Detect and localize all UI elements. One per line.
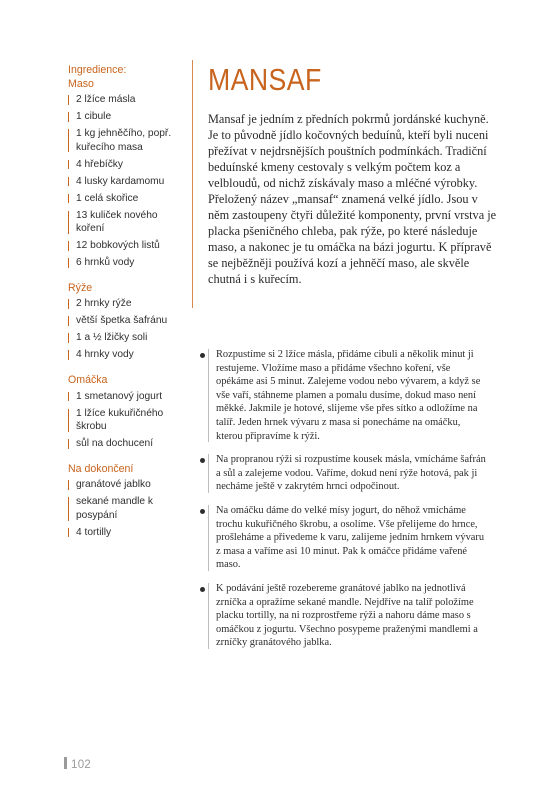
recipe-step bbox=[198, 504, 488, 572]
ingredient-group-omacka bbox=[68, 374, 188, 451]
page-footer bbox=[64, 757, 91, 771]
ingredient-item: 4 hrnky vody bbox=[68, 348, 188, 362]
page-number: 102 bbox=[71, 759, 92, 771]
recipe-intro: Mansaf je jedním z předních pokrmů jordánské kuchyně. Je to původně jídlo kočovných beduínů, kteří byli nuceni přežívat v nejdrsnějších pouštních podmínkách. Tradiční beduínské kmeny cestovaly s velkým počtem koz a velbloudů, od nichž získávaly maso a mléčné výrobky. Přeložený název „mansaf“ znamená velké jídlo. Jsou v něm zastoupeny čtyři důležité komponenty, první vrstva je placka pšeničného chleba, pak rýže, po které následuje maso, a nakonec je tu omáčka na bázi jogurtu. K přípravě se nejběžněji používá kozí a jehněčí maso, ale skvěle chutná i s kuřecím. bbox=[208, 112, 497, 286]
page-marker bbox=[64, 757, 67, 769]
ingredient-group-na-dokonceni bbox=[68, 463, 188, 540]
ingredient-item: granátové jablko bbox=[68, 478, 188, 492]
ingredient-list bbox=[68, 93, 188, 270]
ingredient-item: sekané mandle k posypání bbox=[68, 495, 188, 522]
ingredient-item: 12 bobkových listů bbox=[68, 239, 188, 253]
column-divider bbox=[192, 60, 193, 308]
step-rule bbox=[208, 349, 209, 442]
ingredient-item: 4 hřebíčky bbox=[68, 158, 188, 172]
ingredient-item: 1 lžíce kukuřičného škrobu bbox=[68, 407, 188, 434]
bullet-icon bbox=[200, 458, 205, 463]
step-text: Na omáčku dáme do velké mísy jogurt, do něhož vmícháme trochu kukuřičného škrobu, a osolíme. Vše přelijeme do hrnce, prošleháme a přivedeme k varu, zalijeme jedním hrnkem vývaru z masa a vaříme asi 10 minut. Pak k omáčce přidáme vařené maso. bbox=[216, 504, 485, 571]
ingredient-item: sůl na dochucení bbox=[68, 437, 188, 451]
recipe-step bbox=[198, 453, 488, 494]
group-title: Rýže bbox=[68, 281, 93, 294]
group-title: Na dokončení bbox=[68, 462, 134, 475]
ingredient-item: 2 hrnky rýže bbox=[68, 297, 188, 311]
ingredients-heading: Ingredience: bbox=[68, 64, 127, 76]
ingredient-item: 6 hrnků vody bbox=[68, 256, 188, 270]
ingredient-item: 1 kg jehněčího, popř. kuřecího masa bbox=[68, 127, 188, 154]
ingredient-list bbox=[68, 478, 188, 539]
step-rule bbox=[208, 505, 209, 571]
ingredient-item: 4 lusky kardamomu bbox=[68, 175, 188, 189]
ingredient-item: 1 celá skořice bbox=[68, 192, 188, 206]
bullet-icon bbox=[200, 509, 205, 514]
bullet-icon bbox=[200, 353, 205, 358]
group-title: Maso bbox=[68, 77, 94, 90]
step-text: Na propranou rýži si rozpustíme kousek másla, vmícháme šafrán a sůl a zalejeme vodou. Vaříme, dokud není rýže hotová, pak ji necháme ještě v zakrytém hrnci odpočinout. bbox=[216, 454, 486, 493]
recipe-step bbox=[198, 348, 488, 443]
ingredient-item: 4 tortilly bbox=[68, 526, 188, 540]
bullet-icon bbox=[200, 587, 205, 592]
recipe-step bbox=[198, 582, 488, 650]
ingredient-item: 1 a ½ lžičky soli bbox=[68, 331, 188, 345]
ingredient-item: 1 smetanový jogurt bbox=[68, 390, 188, 404]
ingredients-sidebar bbox=[68, 64, 188, 551]
ingredient-group-maso bbox=[68, 64, 188, 270]
ingredient-item: 1 cibule bbox=[68, 110, 188, 124]
step-text: Rozpustíme si 2 lžíce másla, přidáme cibuli a několik minut ji restujeme. Vložíme maso a přidáme všechno koření, vše opékáme asi 5 minut. Zalejeme vodou nebo vývarem, a když se vše vaří, stáhneme plamen a pomalu dusíme, dokud maso není měkké. Jakmile je hotové, slijeme vše přes sítko a odložíme na talíř. Jeden hrnek vývaru z masa si ponecháme na omáčku, kterou připravíme k rýži. bbox=[216, 349, 481, 442]
recipe-title: MANSAF bbox=[208, 62, 322, 97]
ingredient-list bbox=[68, 297, 188, 362]
step-text: K podávání ještě rozebereme granátové jablko na jednotlivá zrníčka a opražíme sekané mandle. Nejdříve na talíř položíme placku tortilly, na ni rozprostřeme rýži a nahoru dáme maso s omáčkou z jogurtu. Všechno posypeme praženými mandlemi a zrníčky granátového jablka. bbox=[216, 582, 478, 649]
recipe-steps bbox=[198, 348, 488, 660]
ingredient-list bbox=[68, 390, 188, 451]
ingredient-item: větší špetka šafránu bbox=[68, 314, 188, 328]
step-rule bbox=[208, 454, 209, 493]
group-title: Omáčka bbox=[68, 373, 108, 386]
ingredient-group-ryze bbox=[68, 282, 188, 362]
ingredient-item: 2 lžíce másla bbox=[68, 93, 188, 107]
ingredient-item: 13 kuliček nového koření bbox=[68, 209, 188, 236]
step-rule bbox=[208, 583, 209, 649]
